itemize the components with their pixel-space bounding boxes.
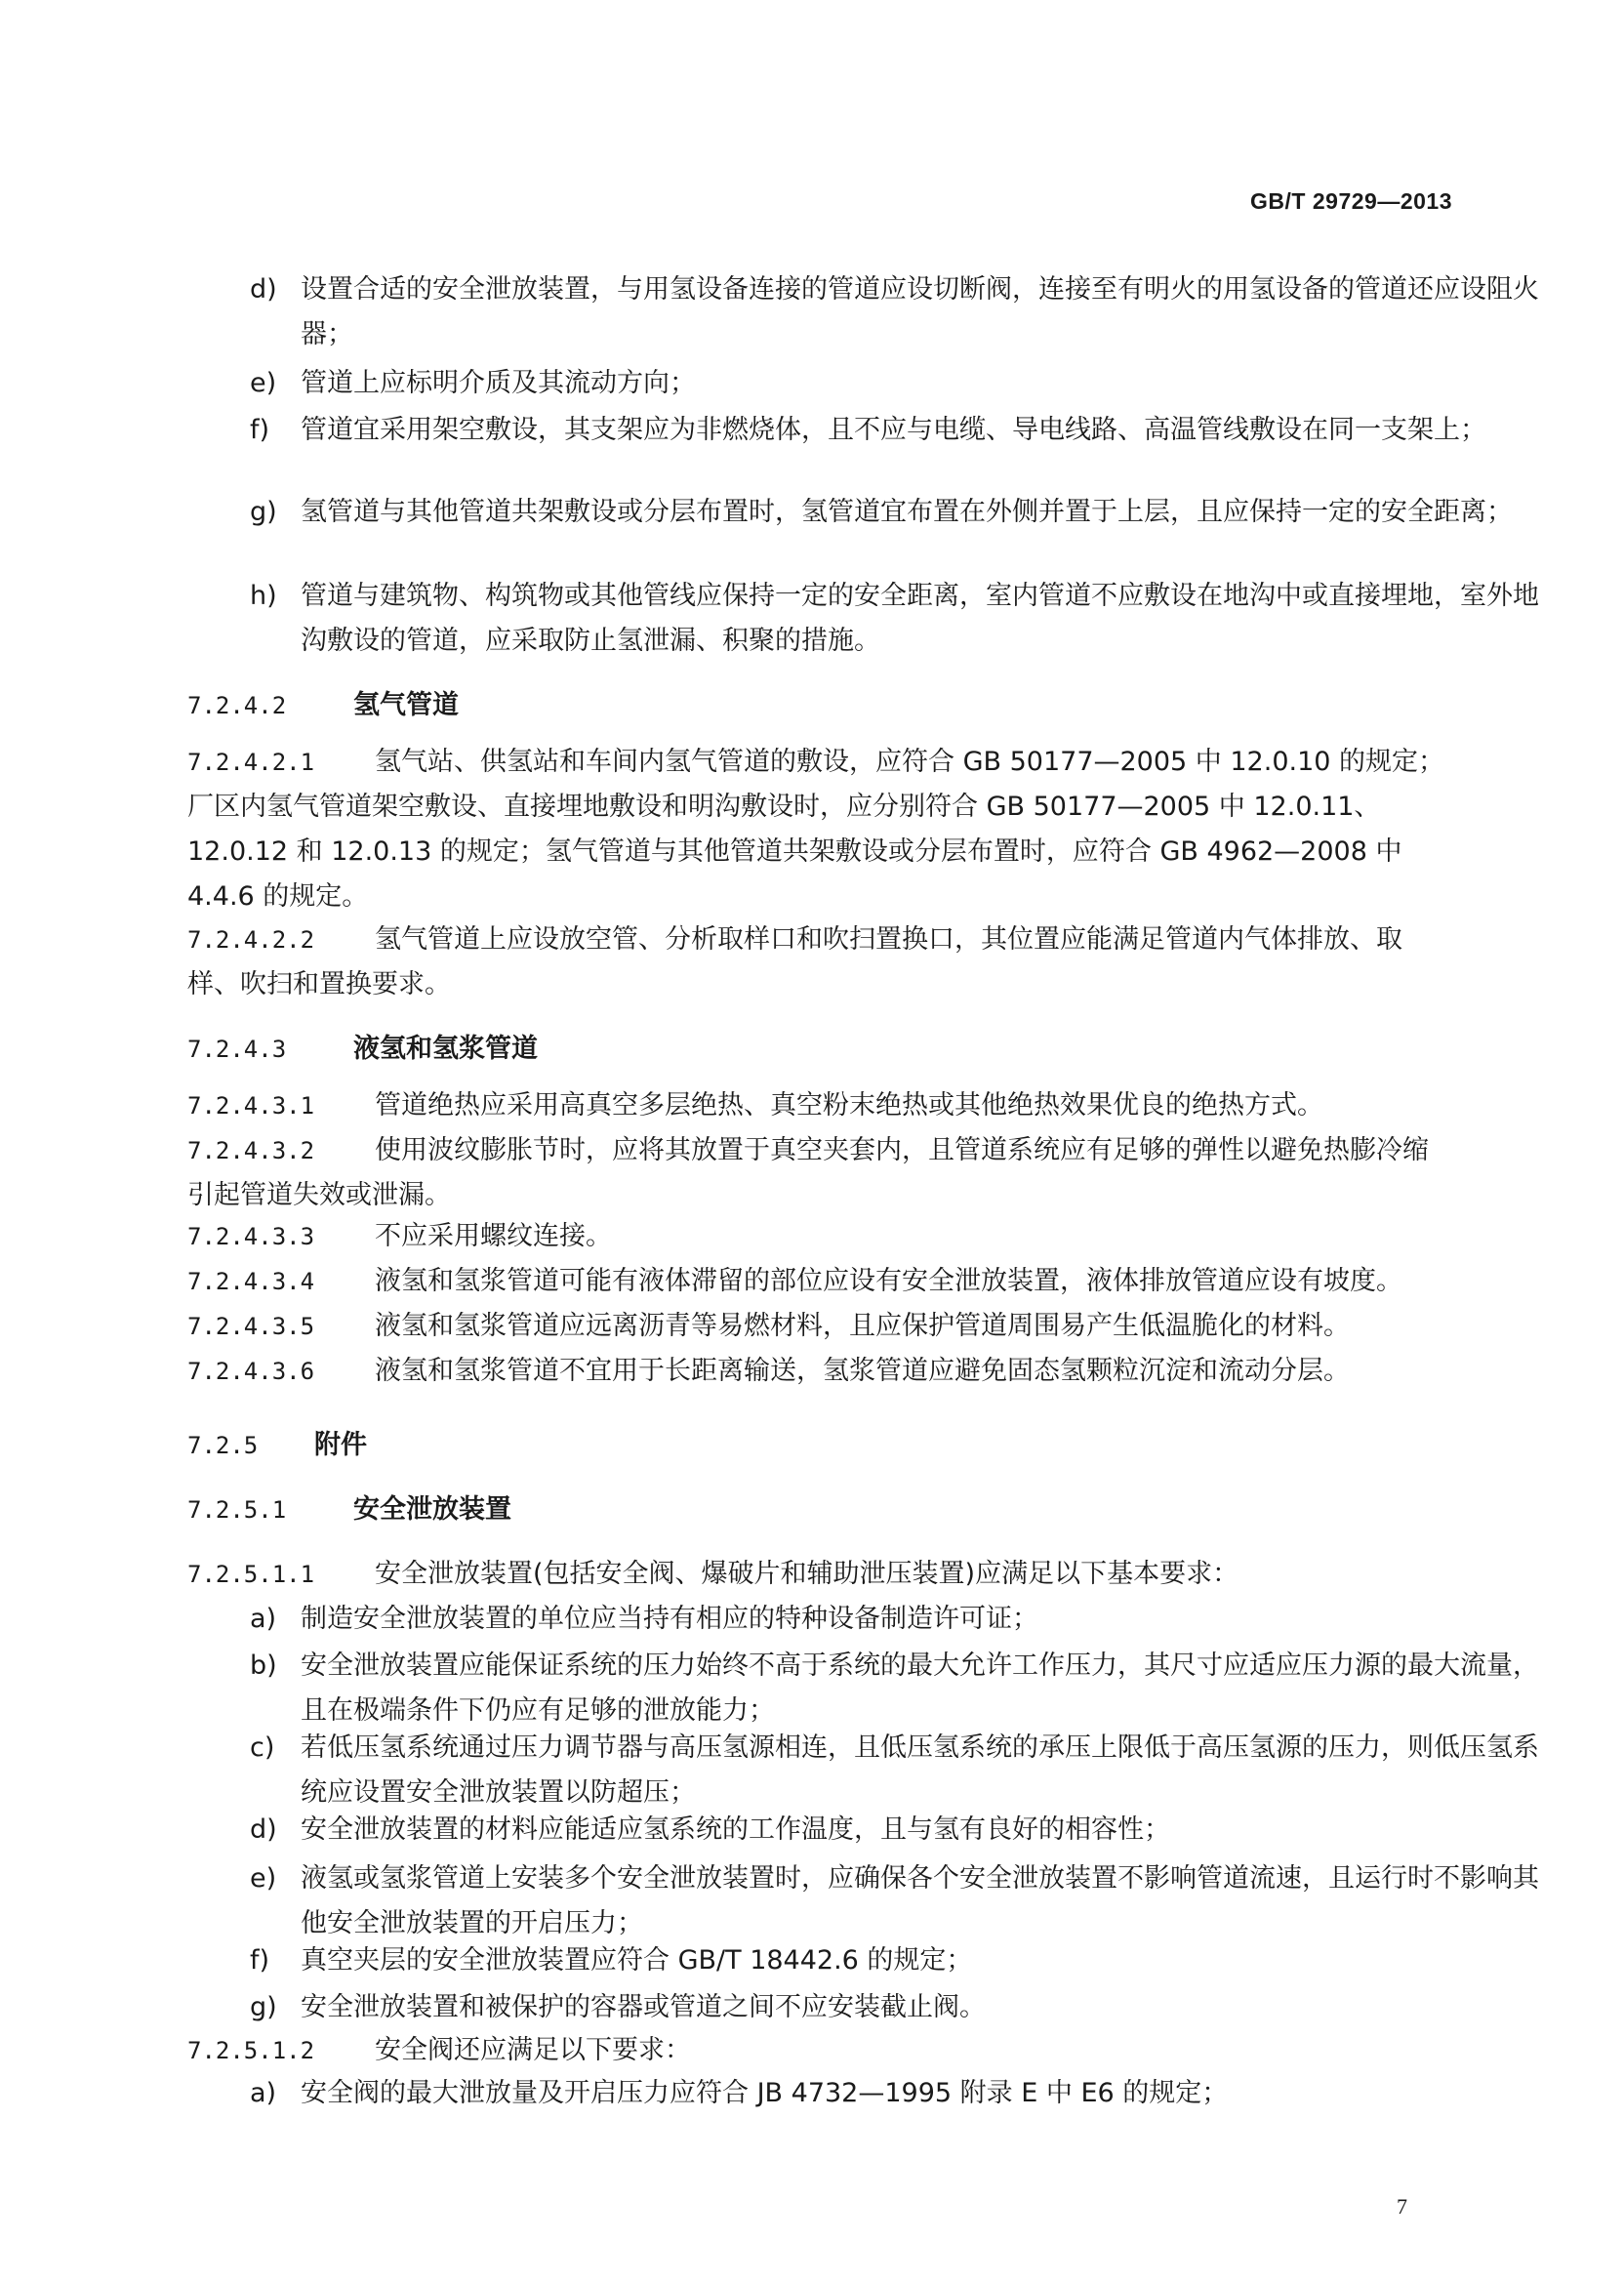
clause-number: 7.2.4.3.2 bbox=[187, 1137, 315, 1164]
section-number: 7.2.4.2 bbox=[187, 692, 287, 719]
list-item bbox=[187, 1985, 1563, 2030]
section-heading bbox=[187, 1487, 1450, 1532]
clause-text: 使用波纹膨胀节时，应将其放置于真空夹套内，且管道系统应有足够的弹性以避免热膨冷缩引起管道失效或泄漏。 bbox=[187, 1135, 1429, 1210]
item-marker: f) bbox=[250, 1945, 270, 1976]
list-item bbox=[187, 490, 1563, 535]
item-text: 安全阀的最大泄放量及开启压力应符合 JB 4732—1995 附录 E 中 E6 的规定； bbox=[301, 2078, 1229, 2108]
clause-number: 7.2.5.1.1 bbox=[187, 1561, 315, 1588]
section-title: 氢气管道 bbox=[353, 690, 459, 720]
section-number: 7.2.5 bbox=[187, 1432, 259, 1459]
clause-text: 氢气管道上应设放空管、分析取样口和吹扫置换口，其位置应能满足管道内气体排放、取样、吹扫和置换要求。 bbox=[187, 924, 1402, 999]
item-marker: e) bbox=[250, 368, 277, 398]
standard-number: GB/T 29729—2013 bbox=[1250, 188, 1452, 214]
section-heading bbox=[187, 1027, 1450, 1072]
clause bbox=[187, 740, 1450, 919]
list-item bbox=[187, 1644, 1563, 1733]
item-text: 液氢或氢浆管道上安装多个安全泄放装置时，应确保各个安全泄放装置不影响管道流速，且运行时不影响其他安全泄放装置的开启压力； bbox=[301, 1863, 1539, 1938]
item-marker: d) bbox=[250, 1814, 277, 1845]
clause bbox=[187, 1552, 1450, 1597]
section-heading bbox=[187, 683, 1450, 728]
clause-text: 安全阀还应满足以下要求： bbox=[375, 2035, 691, 2065]
clause-number: 7.2.4.2.1 bbox=[187, 749, 315, 776]
item-marker: d) bbox=[250, 274, 277, 305]
item-marker: a) bbox=[250, 2078, 277, 2108]
list-item bbox=[187, 361, 1563, 406]
clause bbox=[187, 1304, 1450, 1349]
clause-number: 7.2.5.1.2 bbox=[187, 2037, 315, 2064]
item-text: 安全泄放装置和被保护的容器或管道之间不应安装截止阀。 bbox=[301, 1992, 986, 2022]
item-marker: a) bbox=[250, 1604, 277, 1634]
clause-text: 氢气站、供氢站和车间内氢气管道的敷设，应符合 GB 50177—2005 中 12.0.10 的规定；厂区内氢气管道架空敷设、直接埋地敷设和明沟敷设时，应分别符合 GB 50177—2005 中 12.0.11、12.0.12 和 12.0.13 的规定；氢气管道与其他管道共架敷设或分层布置时，应符合 GB 4962—2008 中 4.4.6 的规定。 bbox=[187, 747, 1445, 912]
item-text: 若低压氢系统通过压力调节器与高压氢源相连，且低压氢系统的承压上限低于高压氢源的压力，则低压氢系统应设置安全泄放装置以防超压； bbox=[301, 1732, 1539, 1808]
clause-number: 7.2.4.3.4 bbox=[187, 1268, 315, 1295]
list-item bbox=[187, 1726, 1563, 1815]
section-title: 安全泄放装置 bbox=[353, 1494, 511, 1525]
clause-text: 管道绝热应采用高真空多层绝热、真空粉末绝热或其他绝热效果优良的绝热方式。 bbox=[375, 1090, 1323, 1121]
clause bbox=[187, 2028, 1450, 2073]
clause-text: 安全泄放装置(包括安全阀、爆破片和辅助泄压装置)应满足以下基本要求： bbox=[375, 1559, 1239, 1589]
item-text: 管道与建筑物、构筑物或其他管线应保持一定的安全距离，室内管道不应敷设在地沟中或直接埋地，室外地沟敷设的管道，应采取防止氢泄漏、积聚的措施。 bbox=[301, 581, 1539, 656]
clause bbox=[187, 1259, 1450, 1304]
clause bbox=[187, 917, 1450, 1007]
list-item bbox=[187, 1856, 1563, 1946]
clause bbox=[187, 1214, 1450, 1259]
item-marker: f) bbox=[250, 415, 270, 445]
item-text: 管道上应标明介质及其流动方向； bbox=[301, 368, 696, 398]
item-text: 制造安全泄放装置的单位应当持有相应的特种设备制造许可证； bbox=[301, 1604, 1038, 1634]
item-text: 安全泄放装置应能保证系统的压力始终不高于系统的最大允许工作压力，其尺寸应适应压力源的最大流量，且在极端条件下仍应有足够的泄放能力； bbox=[301, 1650, 1539, 1726]
section-title: 液氢和氢浆管道 bbox=[353, 1034, 538, 1064]
clause-number: 7.2.4.3.1 bbox=[187, 1092, 315, 1120]
list-item bbox=[187, 2071, 1563, 2116]
clause-text: 不应采用螺纹连接。 bbox=[375, 1221, 612, 1251]
clause bbox=[187, 1128, 1450, 1218]
item-marker: g) bbox=[250, 1992, 277, 2022]
list-item bbox=[187, 1808, 1563, 1853]
clause-number: 7.2.4.3.3 bbox=[187, 1223, 315, 1250]
item-text: 真空夹层的安全泄放装置应符合 GB/T 18442.6 的规定； bbox=[301, 1945, 973, 1976]
item-text: 安全泄放装置的材料应能适应氢系统的工作温度，且与氢有良好的相容性； bbox=[301, 1814, 1170, 1845]
clause-text: 液氢和氢浆管道不宜用于长距离输送，氢浆管道应避免固态氢颗粒沉淀和流动分层。 bbox=[375, 1356, 1350, 1386]
list-item bbox=[187, 574, 1563, 664]
clause-number: 7.2.4.2.2 bbox=[187, 926, 315, 954]
list-item bbox=[187, 1938, 1563, 1983]
item-marker: g) bbox=[250, 497, 277, 527]
clause-text: 液氢和氢浆管道可能有液体滞留的部位应设有安全泄放装置，液体排放管道应设有坡度。 bbox=[375, 1266, 1402, 1296]
section-number: 7.2.5.1 bbox=[187, 1496, 287, 1524]
item-text: 氢管道与其他管道共架敷设或分层布置时，氢管道宜布置在外侧并置于上层，且应保持一定的安全距离； bbox=[301, 497, 1513, 527]
item-marker: h) bbox=[250, 581, 277, 611]
section-heading bbox=[187, 1423, 1450, 1468]
clause-text: 液氢和氢浆管道应远离沥青等易燃材料，且应保护管道周围易产生低温脆化的材料。 bbox=[375, 1311, 1350, 1341]
item-text: 设置合适的安全泄放装置，与用氢设备连接的管道应设切断阀，连接至有明火的用氢设备的管道还应设阻火器； bbox=[301, 274, 1539, 349]
page-number: 7 bbox=[1397, 2194, 1407, 2219]
list-item bbox=[187, 1597, 1563, 1642]
list-item bbox=[187, 267, 1563, 357]
section-title: 附件 bbox=[314, 1430, 367, 1460]
clause-number: 7.2.4.3.6 bbox=[187, 1358, 315, 1385]
item-marker: c) bbox=[250, 1732, 275, 1763]
clause bbox=[187, 1083, 1450, 1128]
clause-number: 7.2.4.3.5 bbox=[187, 1313, 315, 1340]
list-item bbox=[187, 408, 1563, 453]
clause bbox=[187, 1349, 1450, 1394]
item-marker: b) bbox=[250, 1650, 277, 1681]
section-number: 7.2.4.3 bbox=[187, 1036, 287, 1063]
item-text: 管道宜采用架空敷设，其支架应为非燃烧体，且不应与电缆、导电线路、高温管线敷设在同一支架上； bbox=[301, 415, 1486, 445]
item-marker: e) bbox=[250, 1863, 277, 1894]
